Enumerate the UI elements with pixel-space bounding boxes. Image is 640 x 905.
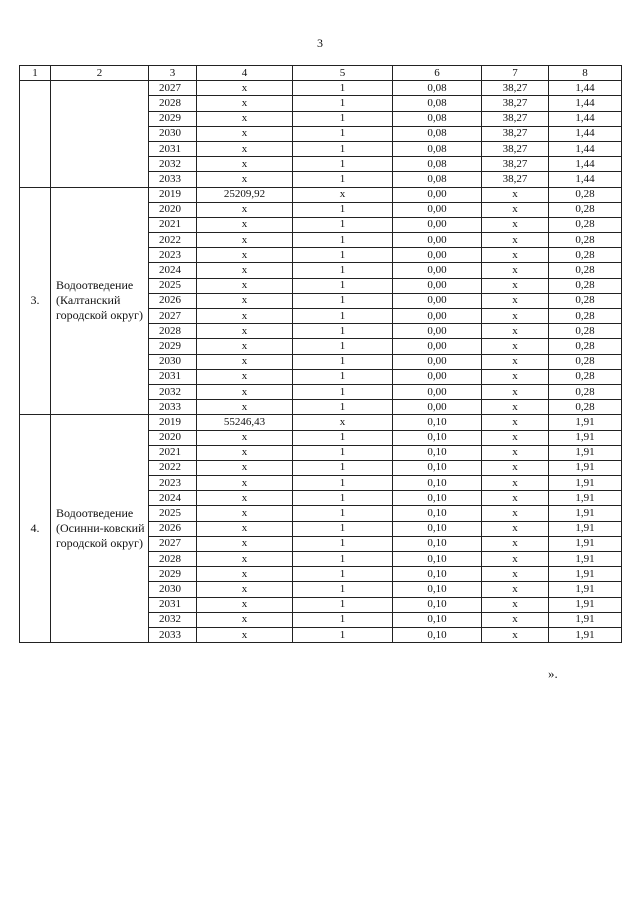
table-cell: 0,10	[393, 506, 482, 521]
table-cell: 2028	[149, 324, 197, 339]
table-cell: 1,91	[549, 567, 622, 582]
table-cell: 0,08	[393, 81, 482, 96]
table-cell: 0,28	[549, 233, 622, 248]
table-cell: 2026	[149, 521, 197, 536]
table-cell: 2024	[149, 263, 197, 278]
table-cell: 1	[293, 506, 393, 521]
table-cell: 2031	[149, 141, 197, 156]
table-cell: 0,08	[393, 96, 482, 111]
table-cell: 0,28	[549, 293, 622, 308]
table-cell: 2031	[149, 597, 197, 612]
table-cell: 2030	[149, 126, 197, 141]
table-cell: 0,28	[549, 187, 622, 202]
table-cell: 1	[293, 597, 393, 612]
table-cell: 2028	[149, 552, 197, 567]
data-table	[19, 65, 622, 643]
table-cell: 1,44	[549, 141, 622, 156]
table-cell: x	[197, 324, 293, 339]
table-cell: 0,10	[393, 476, 482, 491]
table-cell: 0,28	[549, 278, 622, 293]
header-cell: 1	[20, 66, 51, 81]
table-cell: x	[197, 369, 293, 384]
header-cell: 5	[293, 66, 393, 81]
table-cell: 1	[293, 460, 393, 475]
table-cell: x	[197, 430, 293, 445]
table-cell: x	[197, 157, 293, 172]
table-cell: x	[482, 400, 549, 415]
table-cell: 0,28	[549, 354, 622, 369]
table-cell: x	[482, 491, 549, 506]
table-cell: 0,00	[393, 202, 482, 217]
table-cell: 1	[293, 369, 393, 384]
table-cell: x	[482, 293, 549, 308]
table-cell: x	[197, 506, 293, 521]
table-cell: 0,10	[393, 627, 482, 642]
table-cell: 2032	[149, 384, 197, 399]
table-cell: x	[482, 627, 549, 642]
table-row	[20, 187, 622, 202]
table-cell: 1,44	[549, 111, 622, 126]
table-cell: x	[197, 217, 293, 232]
header-cell: 8	[549, 66, 622, 81]
table-cell: x	[197, 233, 293, 248]
table-cell: 2022	[149, 233, 197, 248]
table-cell: 0,08	[393, 111, 482, 126]
table-cell: x	[197, 96, 293, 111]
table-cell: 2027	[149, 81, 197, 96]
table-cell: x	[293, 415, 393, 430]
table-cell: 0,10	[393, 536, 482, 551]
table-cell: 0,28	[549, 202, 622, 217]
table-cell: 1	[293, 81, 393, 96]
table-cell: 1	[293, 552, 393, 567]
table-cell: 38,27	[482, 157, 549, 172]
table-cell: 0,10	[393, 612, 482, 627]
table-cell: 2026	[149, 293, 197, 308]
table-cell: 0,28	[549, 309, 622, 324]
group-name-cell: Водоотведение (Калтанский городской округ)	[51, 187, 149, 415]
table-cell: x	[482, 384, 549, 399]
table-cell: 1	[293, 354, 393, 369]
table-cell: x	[197, 567, 293, 582]
table-cell: 0,28	[549, 263, 622, 278]
table-cell: 0,28	[549, 384, 622, 399]
table-cell: 1,44	[549, 81, 622, 96]
table-cell: 0,08	[393, 141, 482, 156]
table-cell: 1,91	[549, 582, 622, 597]
table-cell: 0,08	[393, 157, 482, 172]
table-cell: 1	[293, 217, 393, 232]
table-cell: 0,00	[393, 354, 482, 369]
table-cell: 1,91	[549, 460, 622, 475]
table-cell: 2021	[149, 217, 197, 232]
table-cell: 2022	[149, 460, 197, 475]
table-cell: 1,91	[549, 612, 622, 627]
table-cell: 1	[293, 491, 393, 506]
table-cell: 1,91	[549, 536, 622, 551]
table-cell: 2020	[149, 430, 197, 445]
table-cell: 1,91	[549, 445, 622, 460]
table-cell: 1,44	[549, 126, 622, 141]
table-cell: x	[482, 536, 549, 551]
table-cell: 1	[293, 612, 393, 627]
table-cell: 1,44	[549, 157, 622, 172]
table-cell: x	[482, 369, 549, 384]
table-cell: 2030	[149, 582, 197, 597]
table-cell: 0,00	[393, 187, 482, 202]
table-cell: 0,00	[393, 400, 482, 415]
table-cell: x	[482, 460, 549, 475]
table-cell: 1	[293, 582, 393, 597]
table-cell: 2029	[149, 567, 197, 582]
table-cell: 38,27	[482, 141, 549, 156]
table-cell: x	[197, 263, 293, 278]
table-cell: 0,28	[549, 400, 622, 415]
table-cell: x	[482, 567, 549, 582]
table-cell: 1	[293, 521, 393, 536]
table-cell: x	[197, 491, 293, 506]
table-cell: x	[197, 202, 293, 217]
table-cell: 2029	[149, 111, 197, 126]
header-row	[20, 66, 622, 81]
group-name-cell: Водоотведение (Осинни-ковский городской округ)	[51, 415, 149, 643]
header-cell: 2	[51, 66, 149, 81]
table-cell: 2025	[149, 278, 197, 293]
table-cell: 2019	[149, 187, 197, 202]
table-cell: x	[197, 460, 293, 475]
table-cell: 2023	[149, 476, 197, 491]
table-cell: 2030	[149, 354, 197, 369]
table-cell: x	[482, 476, 549, 491]
table-row	[20, 81, 622, 96]
table-cell: 1,91	[549, 476, 622, 491]
table-cell: 38,27	[482, 172, 549, 187]
table-cell: 2028	[149, 96, 197, 111]
table-cell: x	[197, 400, 293, 415]
table-cell: 0,28	[549, 369, 622, 384]
header-cell: 3	[149, 66, 197, 81]
table-cell: x	[197, 582, 293, 597]
table-cell: 0,10	[393, 460, 482, 475]
table-cell: x	[482, 202, 549, 217]
table-cell: 38,27	[482, 81, 549, 96]
table-cell: x	[482, 263, 549, 278]
table-cell: x	[197, 81, 293, 96]
table-cell: x	[197, 597, 293, 612]
table-cell: 2029	[149, 339, 197, 354]
table-cell: x	[482, 597, 549, 612]
table-cell: 2027	[149, 309, 197, 324]
table-cell: 1,44	[549, 96, 622, 111]
table-cell: x	[197, 536, 293, 551]
table-cell: x	[197, 612, 293, 627]
table-cell: 0,10	[393, 415, 482, 430]
table-cell: 2027	[149, 536, 197, 551]
table-cell: 1	[293, 141, 393, 156]
table-cell: x	[482, 187, 549, 202]
table-cell: 0,10	[393, 567, 482, 582]
table-cell: 2031	[149, 369, 197, 384]
table-cell: 2032	[149, 157, 197, 172]
table-cell: 1,91	[549, 552, 622, 567]
table-cell: 0,10	[393, 582, 482, 597]
table-body	[20, 81, 622, 643]
table-cell: 38,27	[482, 126, 549, 141]
table-cell: 2033	[149, 627, 197, 642]
table-cell: 38,27	[482, 96, 549, 111]
group-index-cell: 3.	[20, 187, 51, 415]
table-cell: 2033	[149, 400, 197, 415]
table-cell: x	[482, 324, 549, 339]
table-cell: 1	[293, 536, 393, 551]
table-cell: 1	[293, 627, 393, 642]
table-cell: 0,00	[393, 263, 482, 278]
table-cell: 1,91	[549, 491, 622, 506]
table-cell: 0,10	[393, 430, 482, 445]
table-cell: x	[197, 248, 293, 263]
table-cell: x	[197, 126, 293, 141]
table-cell: 0,00	[393, 339, 482, 354]
table-cell: 1	[293, 384, 393, 399]
group-index-cell: 4.	[20, 415, 51, 643]
table-cell: x	[197, 552, 293, 567]
table-cell: x	[482, 339, 549, 354]
table-cell: 1	[293, 430, 393, 445]
group-index-cell	[20, 81, 51, 187]
table-cell: 0,10	[393, 597, 482, 612]
header-cell: 6	[393, 66, 482, 81]
table-cell: 1	[293, 157, 393, 172]
table-cell: x	[482, 552, 549, 567]
table-cell: 2032	[149, 612, 197, 627]
table-cell: 0,00	[393, 278, 482, 293]
table-cell: 1	[293, 263, 393, 278]
table-cell: x	[482, 582, 549, 597]
table-cell: 0,00	[393, 217, 482, 232]
table-cell: 1,91	[549, 506, 622, 521]
table-cell: 0,00	[393, 293, 482, 308]
table-cell: 1	[293, 309, 393, 324]
table-cell: x	[482, 445, 549, 460]
table-cell: 1,91	[549, 627, 622, 642]
table-cell: 1	[293, 126, 393, 141]
table-cell: x	[482, 309, 549, 324]
table-cell: 0,00	[393, 248, 482, 263]
table-cell: 1	[293, 96, 393, 111]
header-cell: 7	[482, 66, 549, 81]
table-cell: x	[197, 278, 293, 293]
table-cell: x	[482, 354, 549, 369]
table-cell: 0,00	[393, 369, 482, 384]
table-cell: 0,28	[549, 339, 622, 354]
table-cell: 0,08	[393, 172, 482, 187]
table-cell: 1	[293, 445, 393, 460]
table-cell: 1,91	[549, 415, 622, 430]
table-cell: x	[482, 415, 549, 430]
table-cell: 1	[293, 293, 393, 308]
table-cell: x	[197, 627, 293, 642]
table-cell: x	[197, 172, 293, 187]
table-cell: 1,44	[549, 172, 622, 187]
table-cell: x	[197, 339, 293, 354]
table-cell: 1	[293, 278, 393, 293]
table-cell: 2021	[149, 445, 197, 460]
table-cell: 2024	[149, 491, 197, 506]
table-cell: 0,28	[549, 324, 622, 339]
table-cell: x	[197, 293, 293, 308]
table-cell: 0,00	[393, 233, 482, 248]
table-cell: 0,08	[393, 126, 482, 141]
table-cell: 1	[293, 400, 393, 415]
group-name-cell	[51, 81, 149, 187]
table-cell: 1	[293, 111, 393, 126]
table-cell: 2025	[149, 506, 197, 521]
table-cell: x	[482, 506, 549, 521]
table-cell: 55246,43	[197, 415, 293, 430]
table-cell: x	[482, 278, 549, 293]
table-cell: x	[197, 384, 293, 399]
table-cell: 1	[293, 248, 393, 263]
table-cell: 1	[293, 476, 393, 491]
table-cell: x	[197, 476, 293, 491]
table-cell: 2033	[149, 172, 197, 187]
table-cell: x	[482, 248, 549, 263]
table-cell: x	[293, 187, 393, 202]
table-cell: x	[197, 445, 293, 460]
table-cell: x	[197, 521, 293, 536]
table-cell: 1	[293, 172, 393, 187]
table-cell: 0,00	[393, 384, 482, 399]
table-cell: 1	[293, 339, 393, 354]
table-cell: x	[482, 430, 549, 445]
table-cell: x	[197, 354, 293, 369]
table-cell: 0,10	[393, 552, 482, 567]
table-cell: 1,91	[549, 521, 622, 536]
table-cell: 2020	[149, 202, 197, 217]
table-cell: 0,10	[393, 445, 482, 460]
table-cell: x	[482, 217, 549, 232]
table-cell: x	[482, 233, 549, 248]
table-cell: 2023	[149, 248, 197, 263]
table-cell: 0,28	[549, 217, 622, 232]
table-cell: 0,10	[393, 491, 482, 506]
table-cell: 1	[293, 233, 393, 248]
table-cell: 0,00	[393, 309, 482, 324]
table-cell: 0,00	[393, 324, 482, 339]
table-cell: 0,10	[393, 521, 482, 536]
closing-quote-mark: ».	[548, 666, 558, 681]
table-cell: x	[197, 141, 293, 156]
table-cell: 1	[293, 567, 393, 582]
table-cell: 0,28	[549, 248, 622, 263]
table-cell: 1	[293, 324, 393, 339]
table-cell: 2019	[149, 415, 197, 430]
table-cell: 25209,92	[197, 187, 293, 202]
header-cell: 4	[197, 66, 293, 81]
table-row	[20, 415, 622, 430]
table-cell: x	[197, 309, 293, 324]
table-cell: 38,27	[482, 111, 549, 126]
table-cell: x	[197, 111, 293, 126]
table-cell: 1,91	[549, 430, 622, 445]
table-cell: x	[482, 612, 549, 627]
table-cell: x	[482, 521, 549, 536]
table-cell: 1,91	[549, 597, 622, 612]
table-cell: 1	[293, 202, 393, 217]
page-number: 3	[317, 36, 323, 50]
